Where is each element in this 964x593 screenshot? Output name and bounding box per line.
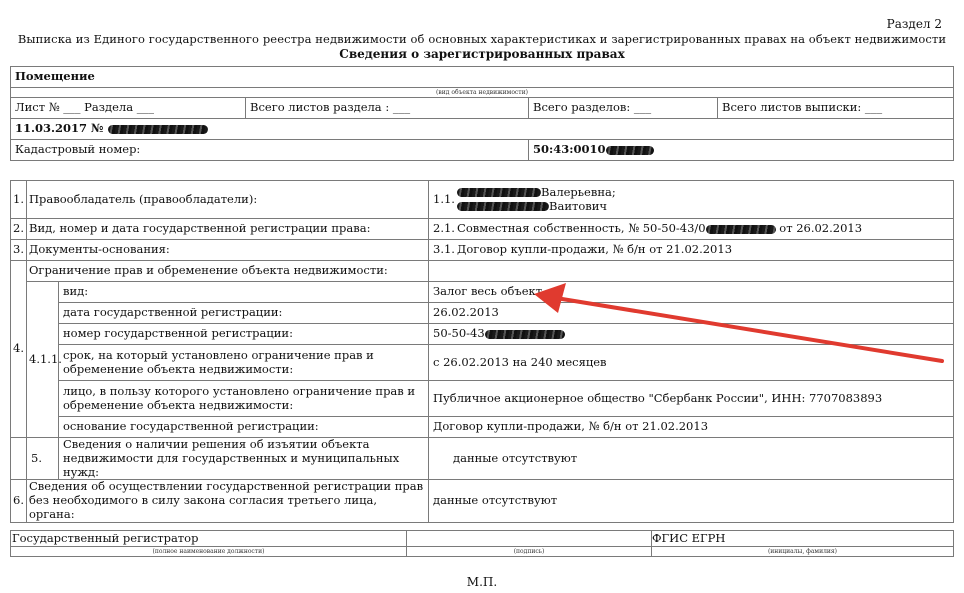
term-label: срок, на который установлено ограничение прав и обременение объекта недвижимости:	[59, 345, 429, 381]
right-reg-number: Совместная собственность, № 50-50-43/0	[457, 221, 706, 236]
owner-name-2: Ваитович	[549, 198, 608, 213]
encumbrance-kind-label: вид:	[59, 282, 429, 303]
document-subtitle: Сведения о зарегистрированных правах	[339, 47, 625, 61]
sub-number: 3.1.	[433, 242, 455, 257]
arrow-shaft	[556, 298, 942, 361]
registrar-label: Государственный регистратор	[11, 531, 407, 547]
term-value: с 26.02.2013 на 240 месяцев	[429, 345, 954, 381]
reg-date-label: дата государственной регистрации:	[59, 303, 429, 324]
row-label: Ограничение прав и обременение объекта недвижимости:	[27, 261, 429, 282]
sub-number: 2.1.	[433, 221, 455, 236]
reg-date-value: 26.02.2013	[429, 303, 954, 324]
row-value: данные отсутствуют	[429, 480, 954, 522]
basis-label: основание государственной регистрации:	[59, 417, 429, 438]
beneficiary-label: лицо, в пользу которого установлено ограничение прав и обременение объекта недвижимости:	[59, 381, 429, 417]
reg-number-text: 50-50-43	[433, 326, 485, 341]
row-label: Вид, номер и дата государственной регистрации права:	[27, 219, 429, 240]
row-label: Правообладатель (правообладатели):	[27, 181, 429, 219]
section-number: Раздел 2	[886, 17, 942, 31]
sheet-number: Лист № ___ Раздела ___	[11, 98, 246, 119]
reg-number-label: номер государственной регистрации:	[59, 324, 429, 345]
encumbrance-kind-value: Залог весь объект	[429, 282, 954, 303]
stamp-place: М.П.	[466, 575, 498, 589]
row-number: 5.	[27, 438, 59, 480]
total-sheets-section: Всего листов раздела : ___	[246, 98, 529, 119]
right-reg-date: от 26.02.2013	[779, 221, 863, 236]
object-type-caption: (вид объекта недвижимости)	[11, 88, 954, 98]
signature-caption: (подпись)	[407, 547, 652, 557]
basis-value: Договор купли-продажи, № б/н от 21.02.2013	[429, 417, 954, 438]
object-type: Помещение	[11, 67, 954, 88]
row-number: 4.	[11, 261, 27, 438]
owner-name-1: Валерьевна;	[541, 184, 616, 199]
sub-number: 4.1.1.	[27, 282, 59, 438]
row-number: 1.	[11, 181, 27, 219]
arrow-head	[534, 283, 566, 313]
total-sheets-extract: Всего листов выписки: ___	[718, 98, 954, 119]
position-caption: (полное наименование должности)	[11, 547, 407, 557]
row-number: 2.	[11, 219, 27, 240]
initials-caption: (инициалы, фамилия)	[652, 547, 954, 557]
row-label: Сведения о наличии решения об изъятии объекта недвижимости для государственных и муниципальных нужд:	[59, 438, 429, 480]
document-title: Выписка из Единого государственного реестра недвижимости об основных характеристиках и зарегистрированных правах на объект недвижимости	[17, 32, 947, 46]
row-value: данные отсутствуют	[429, 438, 954, 480]
cadastral-label: Кадастровый номер:	[11, 140, 529, 161]
cadastral-value: 50:43:0010	[533, 142, 606, 157]
row-label: Документы-основания:	[27, 240, 429, 261]
total-sections: Всего разделов: ___	[529, 98, 718, 119]
row-label: Сведения об осуществлении государственной регистрации прав без необходимого в силу закона согласия третьего лица, органа:	[27, 480, 429, 522]
basis-document: Договор купли-продажи, № б/н от 21.02.2013	[457, 242, 733, 257]
sub-number: 1.1.	[433, 191, 455, 206]
extract-date: 11.03.2017 №	[15, 121, 104, 136]
row-number: 6.	[11, 480, 27, 522]
row-number: 3.	[11, 240, 27, 261]
beneficiary-value: Публичное акционерное общество "Сбербанк России", ИНН: 7707083893	[429, 381, 954, 417]
system-label: ФГИС ЕГРН	[652, 531, 954, 547]
